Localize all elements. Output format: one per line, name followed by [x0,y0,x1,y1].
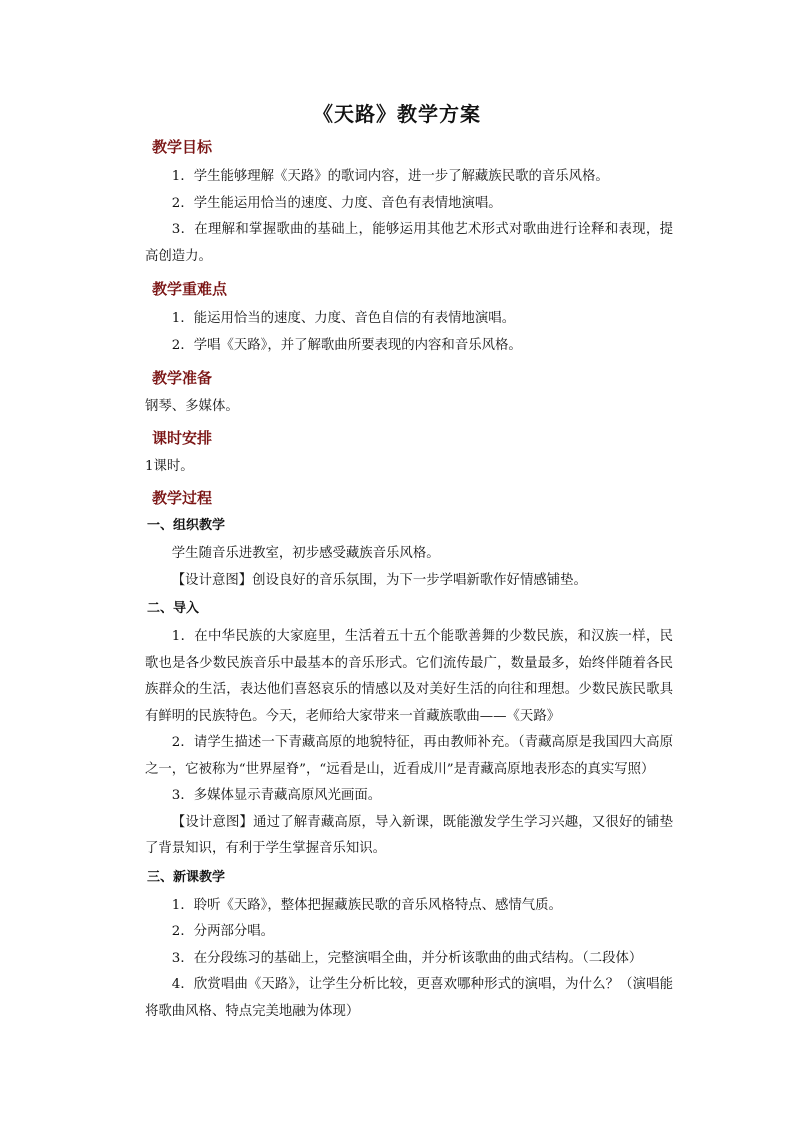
schedule-text: 1课时。 [145,459,194,474]
section-heading-process: 教学过程 [152,489,213,507]
document-title: 《天路》教学方案 [313,102,481,126]
design-intent-paragraph: 【设计意图】通过了解青藏高原，导入新课，既能激发学生学习兴趣，又很好的铺垫了背景知识，有利于学生掌握音乐知识。 [145,814,673,856]
document-body [145,136,673,1025]
key-point-item-1: 1．能运用恰当的速度、力度、音色自信的有表情地演唱。 [171,311,516,326]
process-paragraph: 4．欣赏唱曲《天路》，让学生分析比较，更喜欢哪种形式的演唱，为什么？（演唱能将歌曲风格、特点完美地融为体现） [145,977,673,1019]
process-paragraph: 2．请学生描述一下青藏高原的地貌特征，再由教师补充。（青藏高原是我国四大高原之一，它被称为“世界屋脊”，“远看是山，近看成川”是青藏高原地表形态的真实写照） [145,735,673,777]
goal-item-3: 3．在理解和掌握歌曲的基础上，能够运用其他艺术形式对歌曲进行诠释和表现，提高创造力。 [145,222,673,264]
section-heading-schedule: 课时安排 [152,429,213,447]
process-paragraph: 3．多媒体显示青藏高原风光画面。 [171,788,382,803]
process-paragraph: 3．在分段练习的基础上，完整演唱全曲，并分析该歌曲的曲式结构。（二段体） [171,950,643,966]
goal-item-1: 1．学生能够理解《天路》的歌词内容，进一步了解藏族民歌的音乐风格。 [171,169,609,184]
process-subheading-organize: 一、组织教学 [147,518,226,533]
process-paragraph: 学生随音乐进教室，初步感受藏族音乐风格。 [171,546,440,561]
process-subheading-new-lesson: 三、新课教学 [147,869,226,885]
design-intent-paragraph: 【设计意图】创设良好的音乐氛围，为下一步学唱新歌作好情感铺垫。 [171,572,587,588]
process-paragraph: 2．分两部分唱。 [171,924,275,939]
process-subheading-intro: 二、导入 [147,601,200,616]
preparation-text: 钢琴、多媒体。 [145,399,239,414]
section-heading-goals: 教学目标 [152,138,213,156]
section-heading-key-points: 教学重难点 [152,280,228,298]
process-paragraph: 1．在中华民族的大家庭里，生活着五十五个能歌善舞的少数民族，和汉族一样，民歌也是各少数民族音乐中最基本的音乐形式。它们流传最广，数量最多，始终伴随着各民族群众的生活，表达他们喜怒哀乐的情感以及对美好生活的向往和理想。少数民族民歌具有鲜明的民族特色。今天，老师给大家带来一首藏族歌曲——《天路》 [145,629,673,724]
section-heading-preparation: 教学准备 [152,369,213,387]
goal-item-2: 2．学生能运用恰当的速度、力度、音色有表情地演唱。 [171,195,502,211]
process-paragraph: 1．聆听《天路》，整体把握藏族民歌的音乐风格特点、感情气质。 [171,897,562,913]
key-point-item-2: 2．学唱《天路》，并了解歌曲所要表现的内容和音乐风格。 [171,337,522,353]
